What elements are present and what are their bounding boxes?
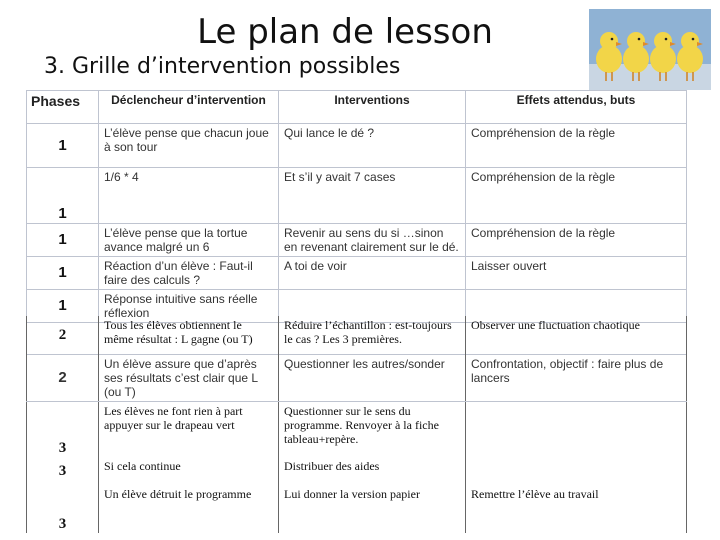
trigger-cell: Réponse intuitive sans réelle réflexion bbox=[99, 290, 279, 323]
intervention-cell: Et s’il y avait 7 cases bbox=[279, 168, 466, 224]
effect-cell bbox=[466, 401, 687, 457]
table-row bbox=[27, 124, 687, 168]
intervention-table-continued bbox=[26, 316, 687, 533]
trigger-cell: Un élève détruit le programme bbox=[99, 485, 279, 533]
trigger-cell: Si cela continue bbox=[99, 457, 279, 485]
phase-cell: 3 bbox=[27, 401, 99, 457]
phase-cell: 1 bbox=[27, 168, 99, 224]
effect-cell: Laisser ouvert bbox=[466, 257, 687, 290]
trigger-cell: 1/6 * 4 bbox=[99, 168, 279, 224]
phase-cell: 3 bbox=[27, 457, 99, 485]
trigger-cell: Les élèves ne font rien à part appuyer sur le drapeau vert bbox=[99, 401, 279, 457]
table-row bbox=[27, 316, 687, 354]
intervention-cell: Questionner sur le sens du programme. Renvoyer à la fiche tableau+repère. bbox=[279, 401, 466, 457]
phase-cell: 1 bbox=[27, 257, 99, 290]
slide-title: Le plan de lesson bbox=[197, 12, 493, 52]
header-phases: Phases bbox=[27, 91, 99, 124]
effect-cell: Compréhension de la règle bbox=[466, 124, 687, 168]
table-row bbox=[27, 257, 687, 290]
intervention-cell: Revenir au sens du si …sinon en revenant clairement sur le dé. bbox=[279, 224, 466, 257]
phase-cell: 2 bbox=[27, 354, 99, 401]
effect-cell: Remettre l’élève au travail bbox=[466, 485, 687, 533]
table-row bbox=[27, 224, 687, 257]
table-row bbox=[27, 457, 687, 485]
table-row bbox=[27, 354, 687, 401]
table-row bbox=[27, 485, 687, 533]
trigger-cell: Réaction d’un élève : Faut-il faire des calculs ? bbox=[99, 257, 279, 290]
table-row bbox=[27, 401, 687, 457]
intervention-cell: Lui donner la version papier bbox=[279, 485, 466, 533]
intervention-cell: Qui lance le dé ? bbox=[279, 124, 466, 168]
effect-cell: Compréhension de la règle bbox=[466, 224, 687, 257]
intervention-cell: A toi de voir bbox=[279, 257, 466, 290]
effect-cell: Observer une fluctuation chaotique bbox=[466, 316, 687, 354]
phase-cell: 1 bbox=[27, 124, 99, 168]
chicks-photo-icon bbox=[589, 9, 711, 90]
phase-cell: 1 bbox=[27, 290, 99, 323]
intervention-table bbox=[26, 90, 687, 323]
header-trigger: Déclencheur d’intervention bbox=[99, 91, 279, 124]
slide-subtitle: 3. Grille d’intervention possibles bbox=[44, 54, 401, 79]
trigger-cell: L’élève pense que chacun joue à son tour bbox=[99, 124, 279, 168]
trigger-cell: Tous les élèves obtiennent le même résultat : L gagne (ou T) bbox=[99, 316, 279, 354]
table-header-row bbox=[27, 91, 687, 124]
intervention-cell: Distribuer des aides bbox=[279, 457, 466, 485]
intervention-cell: Questionner les autres/sonder bbox=[279, 354, 466, 401]
effect-cell: Compréhension de la règle bbox=[466, 168, 687, 224]
effect-cell: Confrontation, objectif : faire plus de lancers bbox=[466, 354, 687, 401]
intervention-cell: Réduire l’échantillon : est-toujours le cas ? Les 3 premières. bbox=[279, 316, 466, 354]
phase-cell: 3 bbox=[27, 485, 99, 533]
effect-cell bbox=[466, 457, 687, 485]
phase-cell: 1 bbox=[27, 224, 99, 257]
table-row bbox=[27, 168, 687, 224]
phase-cell: 2 bbox=[27, 316, 99, 354]
header-interventions: Interventions bbox=[279, 91, 466, 124]
trigger-cell: Un élève assure que d’après ses résultats c’est clair que L (ou T) bbox=[99, 354, 279, 401]
trigger-cell: L’élève pense que la tortue avance malgré un 6 bbox=[99, 224, 279, 257]
header-effects: Effets attendus, buts bbox=[466, 91, 687, 124]
